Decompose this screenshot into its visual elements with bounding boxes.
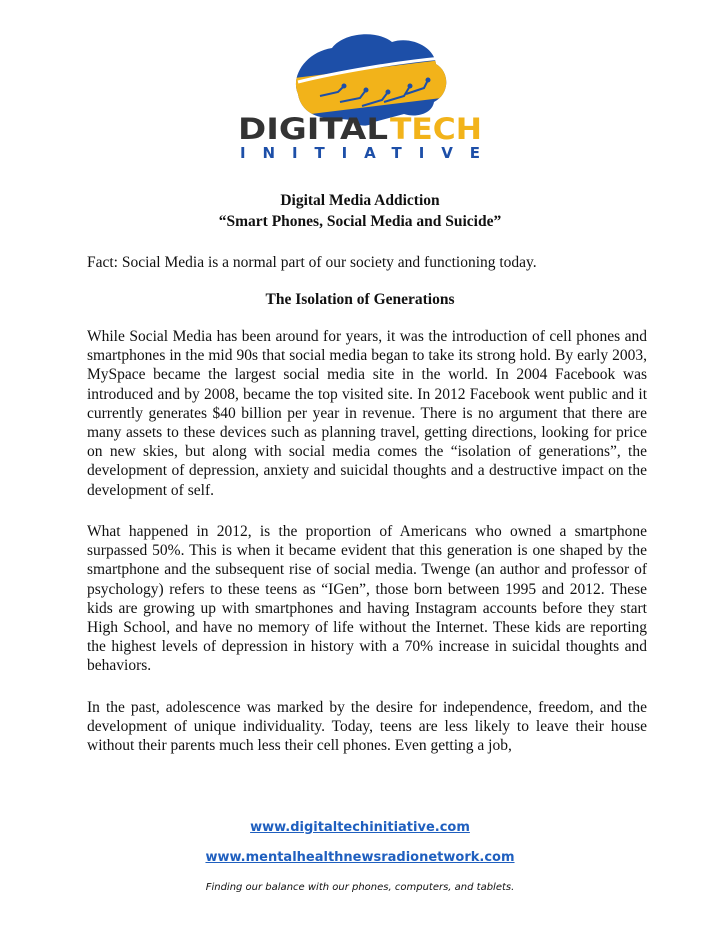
paragraph-3: In the past, adolescence was marked by the desire for independence, freedom, and the development of unique individuality. Today, teens are less likely to leave their house without their parents much less their cell phones. Even getting a job, bbox=[87, 699, 647, 755]
document-title: Digital Media Addiction bbox=[280, 192, 440, 209]
footer-link-mentalhealth[interactable]: www.mentalhealthnewsradionetwork.com bbox=[205, 850, 515, 865]
logo-word-tech: TECH bbox=[390, 112, 482, 146]
document-subtitle: “Smart Phones, Social Media and Suicide” bbox=[218, 213, 502, 230]
paragraph-1: While Social Media has been around for years, it was the introduction of cell phones and smartphones in the mid 90s that social media began to take its strong hold. By early 2003, MySpace became the largest social media site in the world. In 2004 Facebook was introduced and by 2008, became the top visited site. In 2012 Facebook went public and it currently generates $40 billion per year in revenue. There is no argument that there are many assets to these devices such as planning travel, getting directions, looking for price on new skies, but along with social media comes the “isolation of generations”, the development of depression, anxiety and suicidal thoughts and a destructive impact on the development of self. bbox=[87, 328, 647, 499]
fact-statement: Fact: Social Media is a normal part of our society and functioning today. bbox=[87, 254, 537, 271]
footer-link-digitaltech[interactable]: www.digitaltechinitiative.com bbox=[250, 820, 470, 835]
paragraph-2: What happened in 2012, is the proportion of Americans who owned a smartphone surpassed 50%. This is when it became evident that this generation is one shaped by the smartphone and the subsequent rise of social media. Twenge (an author and professor of psychology) refers to these teens as “IGen”, those born between 1995 and 2012. These kids are growing up with smartphones and having Instagram accounts before they start High School, and have no memory of life without the Internet. These kids are reporting the highest levels of depression in history with a 70% increase in suicidal thoughts and behaviors. bbox=[87, 523, 647, 675]
logo-word-digital: DIGITAL bbox=[238, 112, 388, 146]
footer-tagline: Finding our balance with our phones, computers, and tablets. bbox=[205, 882, 515, 893]
brain-circuit-logo-icon bbox=[228, 22, 492, 162]
logo-word-initiative: INITIATIVE bbox=[240, 144, 480, 162]
section-title: The Isolation of Generations bbox=[265, 291, 455, 308]
digital-tech-initiative-logo bbox=[228, 22, 492, 162]
